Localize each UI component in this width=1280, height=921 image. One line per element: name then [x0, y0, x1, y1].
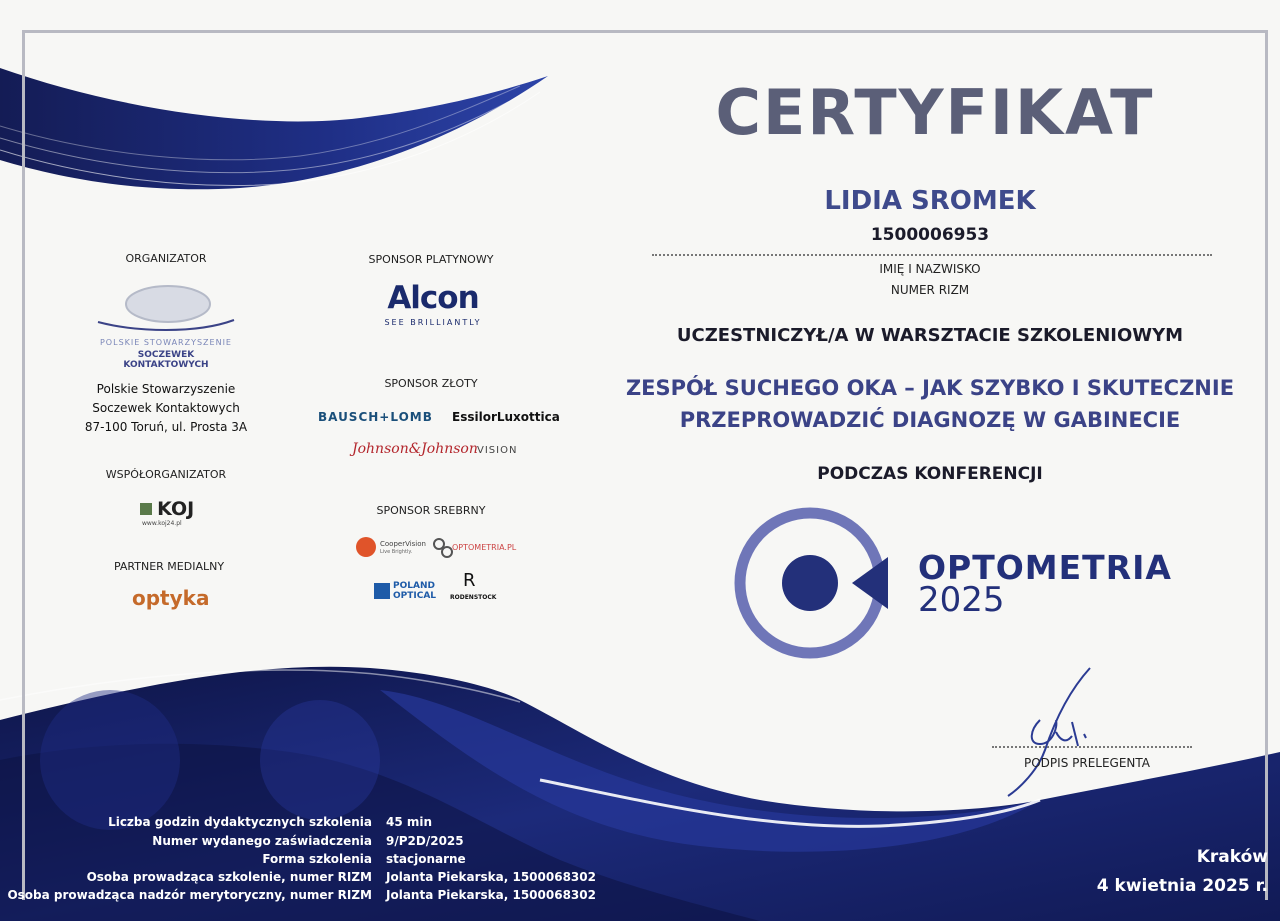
koj-logo: [140, 498, 210, 527]
organizer-name-line2: Soczewek Kontaktowych: [92, 401, 240, 415]
detail-value: Jolanta Piekarska, 1500068302: [386, 870, 596, 884]
coorganizer-heading: WSPÓŁORGANIZATOR: [105, 468, 227, 481]
detail-value: Jolanta Piekarska, 1500068302: [386, 888, 596, 902]
alcon-tagline: SEE BRILLIANTLY: [384, 318, 482, 327]
silver-sponsor-heading: SPONSOR SREBRNY: [376, 504, 486, 517]
workshop-topic: [600, 372, 1260, 436]
essilorluxottica-logo: EssilorLuxottica: [452, 410, 560, 424]
participant-name: LIDIA SROMEK: [824, 186, 1036, 216]
koj-square-icon: [140, 503, 152, 515]
coopervision-logo: CooperVision: [380, 540, 426, 548]
organizer-address: 87-100 Toruń, ul. Prosta 3A: [84, 420, 248, 434]
optyka-logo: optyka: [132, 586, 210, 610]
poland-optical-line1: POLAND: [393, 581, 435, 591]
issue-city: Kraków: [1196, 847, 1268, 867]
during-text: PODCZAS KONFERENCJI: [817, 464, 1043, 484]
johnson-johnson-logo: Johnson&Johnson: [352, 441, 478, 457]
participant-rizm: 1500006953: [870, 225, 990, 245]
label-rizm: NUMER RIZM: [890, 283, 970, 297]
detail-label: Osoba prowadząca nadzór merytoryczny, numer RIZM: [7, 888, 372, 902]
conference-year: 2025: [918, 580, 1005, 620]
issue-date: 4 kwietnia 2025 r.: [1096, 876, 1268, 896]
detail-label: Forma szkolenia: [262, 852, 372, 866]
detail-label: Osoba prowadząca szkolenie, numer RIZM: [86, 870, 372, 884]
optometria-pl-icon: [432, 537, 454, 559]
bausch-lomb-logo: BAUSCH+LOMB: [318, 410, 433, 424]
name-dotted-line: [652, 254, 1212, 256]
koj-url: www.koj24.pl: [142, 520, 182, 527]
poland-optical-icon: [374, 583, 390, 599]
optometria-pl-logo: OPTOMETRIA.PL: [452, 543, 517, 552]
media-partner-heading: PARTNER MEDIALNY: [113, 560, 225, 573]
certificate-title: CERTYFIKAT: [715, 76, 1155, 149]
detail-label: Numer wydanego zaświadczenia: [152, 834, 372, 848]
detail-value: 9/P2D/2025: [386, 834, 464, 848]
poland-optical-logo: [393, 581, 436, 601]
detail-label: Liczba godzin dydaktycznych szkolenia: [108, 815, 372, 829]
organizer-name-line1: Polskie Stowarzyszenie: [96, 382, 236, 396]
organizer-heading: ORGANIZATOR: [125, 252, 207, 265]
rodenstock-icon: R: [463, 570, 476, 591]
optometria-logo-icon: [730, 505, 910, 665]
signature-dotted-line: [992, 746, 1192, 748]
alcon-logo: Alcon: [387, 280, 479, 316]
organizer-logo-line1: POLSKIE STOWARZYSZENIE: [99, 338, 232, 347]
topic-line-1: ZESPÓŁ SUCHEGO OKA – JAK SZYBKO I SKUTECZNIE: [625, 376, 1235, 400]
topic-line-2: PRZEPROWADZIĆ DIAGNOZĘ W GABINECIE: [679, 408, 1181, 432]
gold-sponsor-heading: SPONSOR ZŁOTY: [384, 377, 478, 390]
jj-vision-text: VISION: [477, 445, 518, 456]
signature-image: [1000, 660, 1110, 800]
detail-value: 45 min: [386, 815, 433, 829]
coopervision-tagline: Live Brightly.: [380, 549, 413, 555]
organizer-address-block: [70, 380, 262, 437]
koj-logo-text: KOJ: [157, 498, 195, 520]
signature-label: PODPIS PRELEGENTA: [1024, 756, 1151, 770]
poland-optical-line2: OPTICAL: [393, 591, 437, 601]
coopervision-icon: [356, 537, 376, 557]
conference-name: OPTOMETRIA: [918, 548, 1172, 587]
lens-logo-icon: [96, 280, 236, 338]
organizer-logo-line2: SOCZEWEK KONTAKTOWYCH: [123, 350, 209, 370]
participation-text: UCZESTNICZYŁ/A W WARSZTACIE SZKOLENIOWYM: [676, 325, 1184, 346]
detail-value: stacjonarne: [386, 852, 466, 866]
label-name: IMIĘ I NAZWISKO: [879, 262, 981, 276]
platinum-sponsor-heading: SPONSOR PLATYNOWY: [368, 253, 494, 266]
rodenstock-logo: RODENSTOCK: [450, 594, 497, 601]
